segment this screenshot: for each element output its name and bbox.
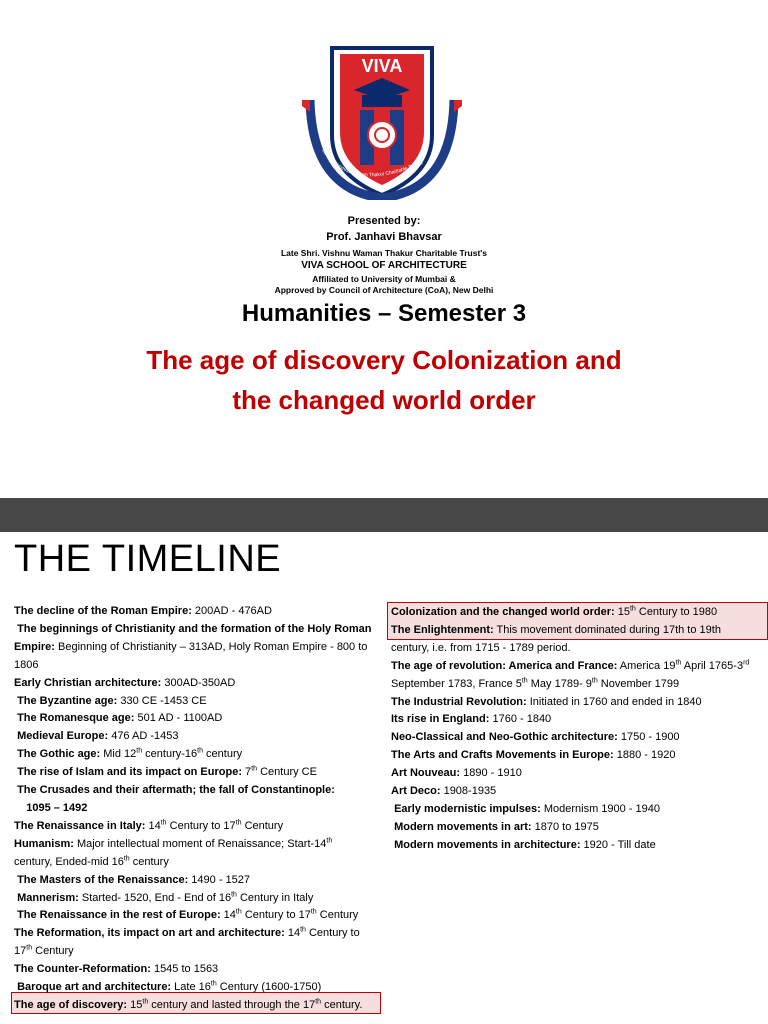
list-item: The Gothic age: Mid 12th century-16th century — [17, 747, 243, 761]
presenter-name: Prof. Janhavi Bhavsar — [326, 231, 442, 243]
list-item: Its rise in England: 1760 - 1840 — [391, 713, 552, 726]
lecture-title — [60, 340, 708, 420]
svg-text:VIVA: VIVA — [361, 56, 403, 76]
list-item: The Renaissance in Italy: 14th Century to 17th Century — [14, 819, 284, 832]
list-item: 1806 — [14, 658, 39, 671]
list-item: Art Deco: 1908-1935 — [391, 785, 497, 798]
list-item: The Romanesque age: 501 AD - 1100AD — [17, 712, 223, 725]
list-item: Empire: Beginning of Christianity – 313AD, Holy Roman Empire - 800 to — [14, 640, 368, 653]
list-item: The decline of the Roman Empire: 200AD - 476AD — [14, 605, 272, 617]
timeline-left-column — [14, 603, 384, 1015]
list-item: The Renaissance in the rest of Europe: 14th Century to 17th Century — [17, 908, 359, 922]
affiliation-text: Affiliated to University of Mumbai & — [312, 274, 456, 284]
list-item: Baroque art and architecture: Late 16th Century (1600-1750) — [17, 980, 322, 994]
list-item: The Arts and Crafts Movements in Europe: 1880 - 1920 — [391, 749, 676, 762]
list-item: September 1783, France 5th May 1789- 9th November 1799 — [391, 676, 680, 690]
list-item: Colonization and the changed world order: 15th Century to 1980 — [391, 605, 718, 618]
cover-slide — [0, 0, 768, 498]
list-item: The Masters of the Renaissance: 1490 - 1527 — [17, 873, 251, 886]
approval-text: Approved by Council of Architecture (CoA), New Delhi — [274, 285, 494, 295]
presented-by-label: Presented by: — [347, 215, 421, 227]
list-item: The age of revolution: America and France: America 19th April 1765-3rd — [391, 659, 750, 672]
list-item: The beginnings of Christianity and the formation of the Holy Roman — [17, 622, 372, 635]
slide-separator — [0, 498, 768, 532]
list-item: The rise of Islam and its impact on Europe: 7th Century CE — [17, 765, 317, 779]
list-item: Art Nouveau: 1890 - 1910 — [391, 767, 522, 780]
lecture-title-line2: the changed world order — [232, 385, 536, 415]
list-item: Humanism: Major intellectual moment of Renaissance; Start-14th — [14, 837, 333, 850]
list-item: Early modernistic impulses: Modernism 1900 - 1940 — [394, 802, 661, 815]
trust-name: Late Shri. Vishnu Waman Thakur Charitable Trust's — [280, 248, 488, 258]
list-item: 1095 – 1492 — [26, 801, 88, 814]
list-item: The Byzantine age: 330 CE -1453 CE — [17, 694, 207, 707]
school-name: VIVA SCHOOL OF ARCHITECTURE — [301, 260, 467, 271]
svg-text:Late Shri Vishnu Waman Thakur: Late Shri Vishnu Waman Thakur Charitable Trust's — [320, 147, 424, 179]
viva-logo — [282, 40, 482, 200]
list-item: Modern movements in art: 1870 to 1975 — [394, 820, 599, 833]
list-item: century, Ended-mid 16th century — [14, 855, 169, 868]
list-item: century, i.e. from 1715 - 1789 period. — [391, 641, 571, 654]
timeline-heading: THE TIMELINE — [14, 538, 282, 580]
list-item: The Reformation, its impact on art and architecture: 14th Century to — [14, 926, 360, 940]
timeline-right-column — [391, 604, 766, 855]
list-item: Early Christian architecture: 300AD-350AD — [14, 676, 236, 689]
list-item: Neo-Classical and Neo-Gothic architecture: 1750 - 1900 — [391, 731, 680, 744]
list-item: The Enlightenment: This movement dominated during 17th to 19th — [391, 623, 721, 636]
lecture-title-line1: The age of discovery Colonization and — [146, 345, 622, 375]
list-item: Medieval Europe: 476 AD -1453 — [17, 730, 179, 743]
list-item: 17th Century — [14, 944, 74, 958]
list-item: Mannerism: Started- 1520, End - End of 16th Century in Italy — [17, 890, 314, 904]
list-item: The age of discovery: 15th century and lasted through the 17th century. — [14, 998, 363, 1011]
list-item: The Industrial Revolution: Initiated in 1760 and ended in 1840 — [391, 695, 702, 708]
list-item: The Counter-Reformation: 1545 to 1563 — [14, 963, 219, 976]
list-item: Modern movements in architecture: 1920 - Till date — [394, 838, 656, 851]
list-item: The Crusades and their aftermath; the fall of Constantinople: — [17, 784, 335, 797]
course-title: Humanities – Semester 3 — [241, 300, 527, 327]
